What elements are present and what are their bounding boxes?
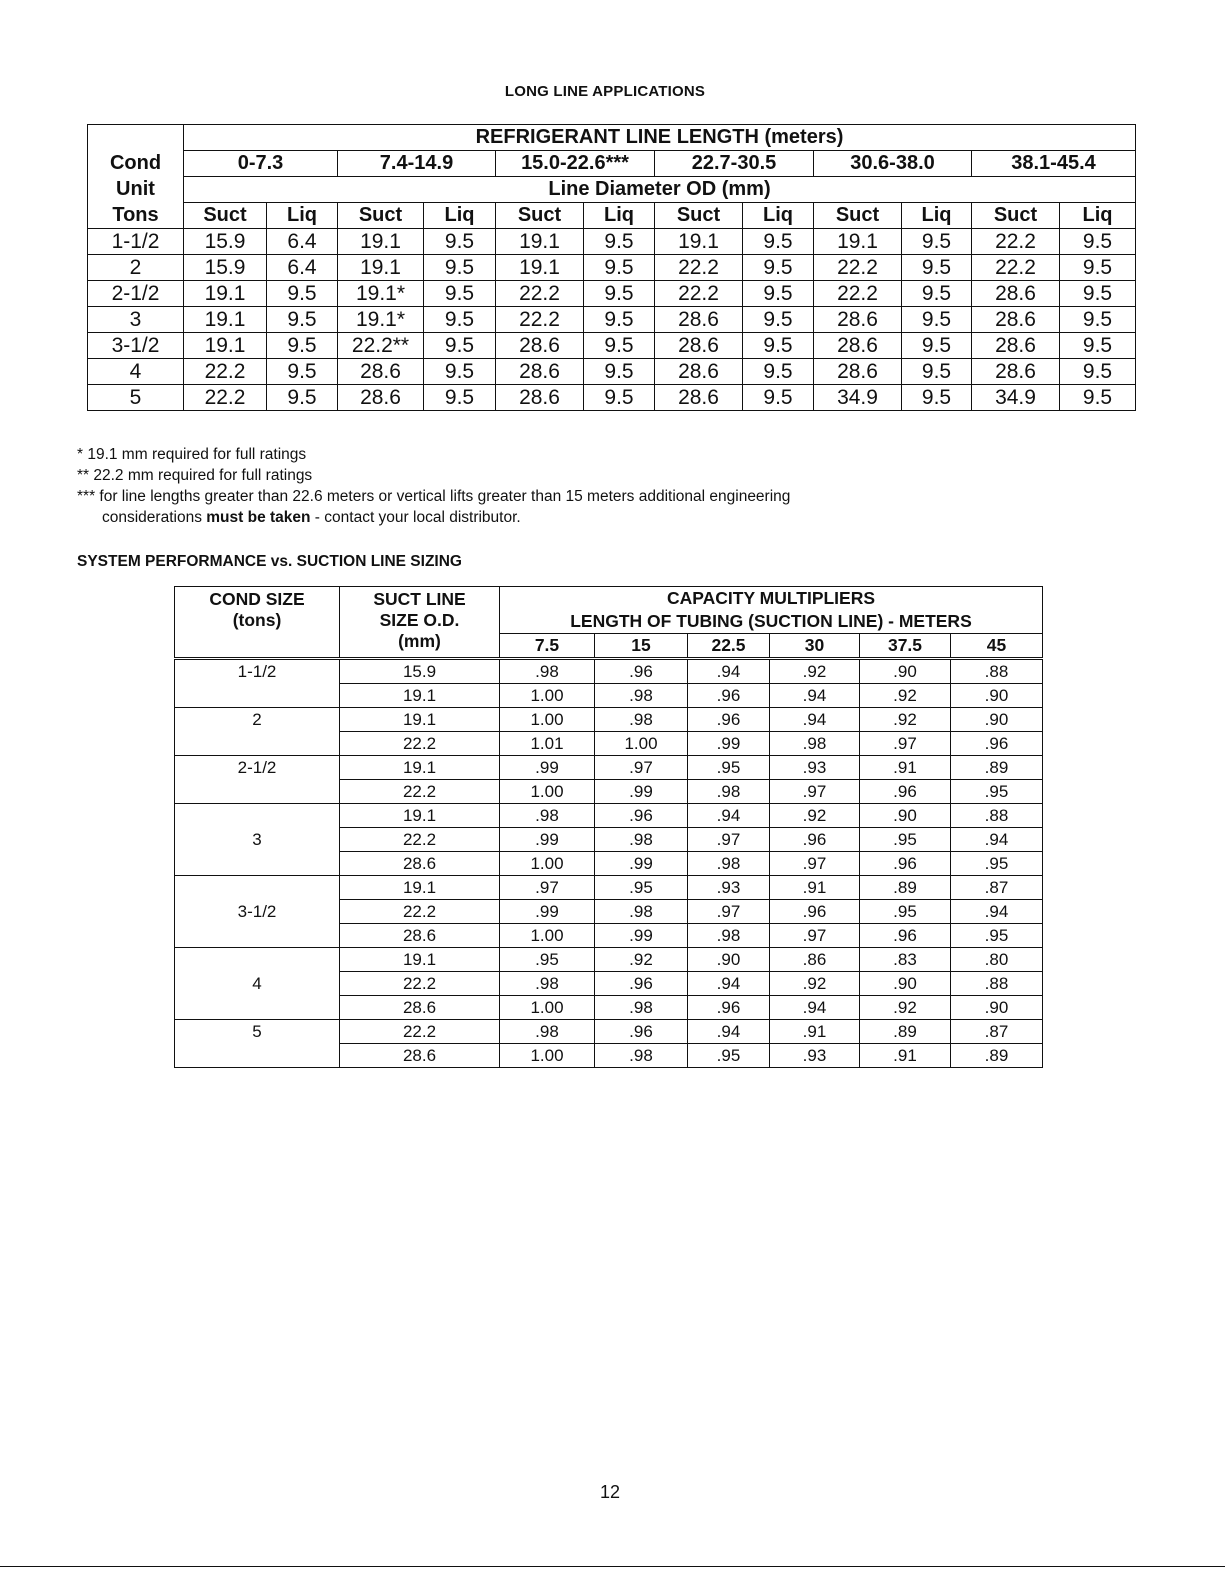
table-row [88,255,1136,281]
suct-cell: 28.6 [972,333,1060,359]
table-row [88,333,1136,359]
multiplier-cell: .95 [860,828,951,852]
multiplier-cell: .94 [688,804,770,828]
suct-size-cell: 22.2 [340,732,500,756]
suct-cell: 15.9 [184,255,267,281]
table-row [88,307,1136,333]
multiplier-cell: .92 [595,948,688,972]
suct-cell: 19.1 [338,255,424,281]
suct-cell: 28.6 [814,307,902,333]
suct-size-cell: 22.2 [340,780,500,804]
liq-cell: 9.5 [902,307,972,333]
suct-cell: 19.1 [184,281,267,307]
suct-cell: 22.2 [496,281,584,307]
tons-cell: 2-1/2 [88,281,184,307]
liq-cell: 9.5 [424,307,496,333]
multiplier-cell: .99 [500,900,595,924]
liq-cell: 9.5 [424,281,496,307]
multiplier-cell: .91 [770,1020,860,1044]
liq-column-header: Liq [1060,203,1136,229]
multiplier-cell: .98 [595,1044,688,1068]
cond-size-header-line: COND SIZE [209,589,305,609]
multiplier-cell: .98 [500,804,595,828]
suct-size-cell: 28.6 [340,1044,500,1068]
tons-cell: 3-1/2 [88,333,184,359]
multiplier-cell: .96 [860,924,951,948]
multiplier-cell: .97 [860,732,951,756]
multiplier-cell: .98 [688,924,770,948]
liq-column-header: Liq [743,203,814,229]
liq-cell: 9.5 [267,385,338,411]
footnote-emphasis: must be taken [206,509,311,526]
multiplier-cell: .91 [860,1044,951,1068]
footnote-text: considerations [102,509,207,526]
table-row [88,385,1136,411]
capacity-multipliers-table [174,586,1043,1068]
suct-size-cell: 28.6 [340,852,500,876]
multiplier-cell: .99 [595,924,688,948]
suct-size-cell: 22.2 [340,972,500,996]
suct-cell: 28.6 [814,333,902,359]
liq-cell: 9.5 [584,359,655,385]
table-row [88,281,1136,307]
multiplier-cell: 1.00 [500,996,595,1020]
suct-size-cell: 28.6 [340,924,500,948]
liq-cell: 9.5 [424,255,496,281]
length-range-header: 22.7-30.5 [655,151,814,177]
liq-cell: 9.5 [743,281,814,307]
cond-label: Cond [88,151,184,177]
suct-cell: 28.6 [655,359,743,385]
section-title-part: SUCTION LINE SIZING [292,553,462,570]
multiplier-cell: .97 [770,924,860,948]
liq-cell: 9.5 [584,229,655,255]
multiplier-cell: .96 [688,708,770,732]
multiplier-cell: .96 [595,972,688,996]
cond-size-cell: 5 [175,1020,340,1068]
multiplier-cell: .90 [951,684,1043,708]
unit-label: Unit [88,177,184,203]
tons-cell: 4 [88,359,184,385]
footnotes [77,444,790,528]
multiplier-cell: .87 [951,876,1043,900]
capacity-multipliers-header: CAPACITY MULTIPLIERS [500,587,1043,611]
length-range-header: 15.0-22.6*** [496,151,655,177]
table-row [175,708,1043,732]
suct-cell: 22.2 [655,255,743,281]
liq-column-header: Liq [424,203,496,229]
suct-cell: 19.1 [496,255,584,281]
liq-cell: 9.5 [424,229,496,255]
table-row [175,756,1043,780]
multiplier-cell: .95 [688,1044,770,1068]
page-title: LONG LINE APPLICATIONS [504,83,706,100]
multiplier-cell: .98 [688,852,770,876]
multiplier-cell: .98 [688,780,770,804]
length-range-header: 38.1-45.4 [972,151,1136,177]
suct-cell: 28.6 [655,385,743,411]
liq-cell: 9.5 [902,333,972,359]
suct-cell: 28.6 [496,385,584,411]
multiplier-cell: .99 [500,756,595,780]
suct-cell: 19.1* [338,281,424,307]
liq-cell: 9.5 [902,229,972,255]
suct-cell: 28.6 [655,307,743,333]
multiplier-cell: .80 [951,948,1043,972]
multiplier-cell: 1.00 [595,732,688,756]
suct-cell: 19.1 [184,307,267,333]
liq-cell: 9.5 [743,229,814,255]
multiplier-cell: .90 [860,659,951,684]
suct-column-header: Suct [338,203,424,229]
section-title-vs: vs. [270,553,293,570]
multiplier-cell: .96 [860,852,951,876]
multiplier-cell: .92 [860,996,951,1020]
suct-cell: 28.6 [496,333,584,359]
multiplier-cell: .97 [688,900,770,924]
multiplier-cell: .96 [688,684,770,708]
multiplier-cell: .95 [595,876,688,900]
liq-cell: 9.5 [743,333,814,359]
length-header: 22.5 [688,634,770,659]
suct-cell: 22.2 [184,359,267,385]
liq-cell: 9.5 [1060,333,1136,359]
multiplier-cell: .98 [595,828,688,852]
suct-cell: 19.1 [184,333,267,359]
liq-cell: 9.5 [1060,255,1136,281]
multiplier-cell: .92 [860,684,951,708]
multiplier-cell: .93 [688,876,770,900]
length-header: 7.5 [500,634,595,659]
multiplier-cell: .97 [595,756,688,780]
suct-cell: 34.9 [972,385,1060,411]
suct-size-cell: 19.1 [340,708,500,732]
tons-label: Tons [88,203,184,229]
liq-column-header: Liq [267,203,338,229]
liq-cell: 9.5 [1060,307,1136,333]
multiplier-cell: .94 [951,828,1043,852]
multiplier-cell: .96 [951,732,1043,756]
multiplier-cell: .99 [595,852,688,876]
multiplier-cell: .92 [860,708,951,732]
suct-column-header: Suct [184,203,267,229]
liq-cell: 9.5 [743,359,814,385]
suct-cell: 19.1 [338,229,424,255]
multiplier-cell: .99 [595,780,688,804]
suct-cell: 28.6 [496,359,584,385]
liq-cell: 9.5 [1060,281,1136,307]
multiplier-cell: .94 [770,684,860,708]
footnote-text: - contact your local distributor. [310,509,521,526]
table-row [88,229,1136,255]
suct-cell: 34.9 [814,385,902,411]
footnote-1: * 19.1 mm required for full ratings [77,446,307,463]
section-title-part: SYSTEM PERFORMANCE [77,553,271,570]
cond-size-cell: 2 [175,708,340,756]
multiplier-cell: .94 [688,972,770,996]
suct-cell: 22.2 [814,255,902,281]
multiplier-cell: .92 [770,972,860,996]
multiplier-cell: .98 [595,708,688,732]
multiplier-cell: .86 [770,948,860,972]
cond-size-header [175,587,340,659]
multiplier-cell: .96 [770,900,860,924]
liq-cell: 9.5 [267,333,338,359]
suct-cell: 28.6 [338,359,424,385]
table-row [175,876,1043,900]
multiplier-cell: .94 [688,1020,770,1044]
liq-cell: 9.5 [584,307,655,333]
multiplier-cell: .94 [770,708,860,732]
suct-line-header [340,587,500,659]
liq-cell: 9.5 [267,307,338,333]
length-header: 15 [595,634,688,659]
multiplier-cell: .91 [770,876,860,900]
multiplier-cell: .95 [951,780,1043,804]
suct-cell: 19.1* [338,307,424,333]
liq-cell: 9.5 [584,281,655,307]
length-range-header: 7.4-14.9 [338,151,496,177]
suct-size-cell: 19.1 [340,948,500,972]
liq-cell: 9.5 [584,385,655,411]
cond-size-cell: 2-1/2 [175,756,340,804]
suct-cell: 19.1 [655,229,743,255]
suct-size-cell: 22.2 [340,828,500,852]
multiplier-cell: .96 [595,1020,688,1044]
liq-cell: 9.5 [584,255,655,281]
suct-size-cell: 19.1 [340,876,500,900]
table-row [88,359,1136,385]
suct-size-cell: 19.1 [340,756,500,780]
footnote-3: *** for line lengths greater than 22.6 meters or vertical lifts greater than 15 meters additional engineering [77,488,791,505]
liq-cell: 9.5 [424,385,496,411]
suct-cell: 28.6 [972,281,1060,307]
liq-cell: 9.5 [584,333,655,359]
multiplier-cell: .96 [595,804,688,828]
multiplier-cell: .88 [951,972,1043,996]
multiplier-cell: .99 [688,732,770,756]
suct-cell: 28.6 [655,333,743,359]
multiplier-cell: .95 [860,900,951,924]
tons-cell: 5 [88,385,184,411]
multiplier-cell: .93 [770,756,860,780]
multiplier-cell: .90 [860,972,951,996]
suct-cell: 22.2 [814,281,902,307]
liq-cell: 9.5 [743,255,814,281]
multiplier-cell: .89 [860,1020,951,1044]
multiplier-cell: 1.00 [500,1044,595,1068]
suct-line-header-line: SIZE O.D. [379,610,460,630]
multiplier-cell: 1.00 [500,924,595,948]
multiplier-cell: .94 [688,659,770,684]
suct-size-cell: 19.1 [340,804,500,828]
tons-cell: 2 [88,255,184,281]
multiplier-cell: .98 [500,659,595,684]
suct-cell: 22.2 [972,255,1060,281]
page-number: 12 [599,1482,621,1502]
suct-size-cell: 19.1 [340,684,500,708]
suct-line-header-line: SUCT LINE [373,589,466,609]
multiplier-cell: .95 [951,924,1043,948]
liq-column-header: Liq [584,203,655,229]
cond-size-cell: 4 [175,948,340,1020]
liq-cell: 9.5 [424,333,496,359]
suct-cell: 22.2 [972,229,1060,255]
multiplier-cell: .90 [951,996,1043,1020]
multiplier-cell: .98 [500,972,595,996]
suct-cell: 28.6 [338,385,424,411]
suct-column-header: Suct [972,203,1060,229]
multiplier-cell: .94 [770,996,860,1020]
liq-cell: 9.5 [424,359,496,385]
multiplier-cell: .96 [770,828,860,852]
liq-cell: 6.4 [267,229,338,255]
multiplier-cell: .97 [770,780,860,804]
suct-cell: 28.6 [972,359,1060,385]
multiplier-cell: .93 [770,1044,860,1068]
multiplier-cell: .95 [500,948,595,972]
suct-cell: 22.2** [338,333,424,359]
multiplier-cell: .94 [951,900,1043,924]
length-header: 30 [770,634,860,659]
multiplier-cell: .88 [951,659,1043,684]
suct-cell: 28.6 [972,307,1060,333]
multiplier-cell: .98 [595,684,688,708]
suct-size-cell: 28.6 [340,996,500,1020]
table-row [175,1020,1043,1044]
corner-cell [88,125,184,151]
multiplier-cell: .90 [688,948,770,972]
multiplier-cell: .83 [860,948,951,972]
length-range-header: 30.6-38.0 [814,151,972,177]
multiplier-cell: 1.00 [500,708,595,732]
multiplier-cell: .97 [500,876,595,900]
liq-cell: 9.5 [902,255,972,281]
multiplier-cell: .87 [951,1020,1043,1044]
length-range-header: 0-7.3 [184,151,338,177]
multiplier-cell: .90 [951,708,1043,732]
multiplier-cell: 1.00 [500,684,595,708]
tons-cell: 1-1/2 [88,229,184,255]
multiplier-cell: 1.01 [500,732,595,756]
length-of-tubing-header: LENGTH OF TUBING (SUCTION LINE) - METERS [500,610,1043,634]
multiplier-cell: .89 [951,1044,1043,1068]
table-row [175,659,1043,684]
multiplier-cell: .95 [688,756,770,780]
multiplier-cell: .98 [595,900,688,924]
length-header: 45 [951,634,1043,659]
liq-cell: 9.5 [1060,385,1136,411]
multiplier-cell: .96 [860,780,951,804]
suct-cell: 15.9 [184,229,267,255]
liq-cell: 9.5 [1060,229,1136,255]
cond-size-cell: 3-1/2 [175,876,340,948]
multiplier-cell: .92 [770,804,860,828]
suct-size-cell: 22.2 [340,900,500,924]
multiplier-cell: .89 [951,756,1043,780]
suct-size-cell: 22.2 [340,1020,500,1044]
suct-cell: 22.2 [184,385,267,411]
multiplier-cell: 1.00 [500,780,595,804]
suct-size-cell: 15.9 [340,659,500,684]
liq-cell: 9.5 [267,359,338,385]
table-row [175,948,1043,972]
suct-column-header: Suct [655,203,743,229]
tons-cell: 3 [88,307,184,333]
liq-cell: 9.5 [267,281,338,307]
footnote-2: ** 22.2 mm required for full ratings [77,467,313,484]
line-diameter-header: Line Diameter OD (mm) [184,177,1136,203]
multiplier-cell: .91 [860,756,951,780]
liq-cell: 9.5 [902,385,972,411]
cond-size-header-line: (tons) [232,610,282,630]
table-row [175,804,1043,828]
multiplier-cell: .88 [951,804,1043,828]
multiplier-cell: .97 [770,852,860,876]
length-header: 37.5 [860,634,951,659]
suct-cell: 22.2 [655,281,743,307]
suct-cell: 19.1 [814,229,902,255]
suct-line-header-line: (mm) [398,631,441,651]
multiplier-cell: .95 [951,852,1043,876]
cond-size-cell: 3 [175,804,340,876]
multiplier-cell: .89 [860,876,951,900]
cond-size-cell: 1-1/2 [175,659,340,708]
liq-column-header: Liq [902,203,972,229]
suct-cell: 22.2 [496,307,584,333]
bottom-rule [0,1566,1225,1567]
multiplier-cell: .96 [688,996,770,1020]
refrigerant-line-length-header: REFRIGERANT LINE LENGTH (meters) [184,125,1136,151]
multiplier-cell: 1.00 [500,852,595,876]
multiplier-cell: .98 [500,1020,595,1044]
multiplier-cell: .92 [770,659,860,684]
liq-cell: 9.5 [1060,359,1136,385]
multiplier-cell: .97 [688,828,770,852]
multiplier-cell: .98 [770,732,860,756]
suct-cell: 19.1 [496,229,584,255]
liq-cell: 9.5 [902,281,972,307]
liq-cell: 9.5 [902,359,972,385]
suct-cell: 28.6 [814,359,902,385]
footnote-3-continued [77,507,790,528]
liq-cell: 6.4 [267,255,338,281]
section-title [77,553,462,571]
multiplier-cell: .96 [595,659,688,684]
suct-column-header: Suct [814,203,902,229]
liq-cell: 9.5 [743,385,814,411]
liq-cell: 9.5 [743,307,814,333]
multiplier-cell: .99 [500,828,595,852]
line-length-table [87,124,1136,411]
suct-column-header: Suct [496,203,584,229]
multiplier-cell: .90 [860,804,951,828]
multiplier-cell: .98 [595,996,688,1020]
